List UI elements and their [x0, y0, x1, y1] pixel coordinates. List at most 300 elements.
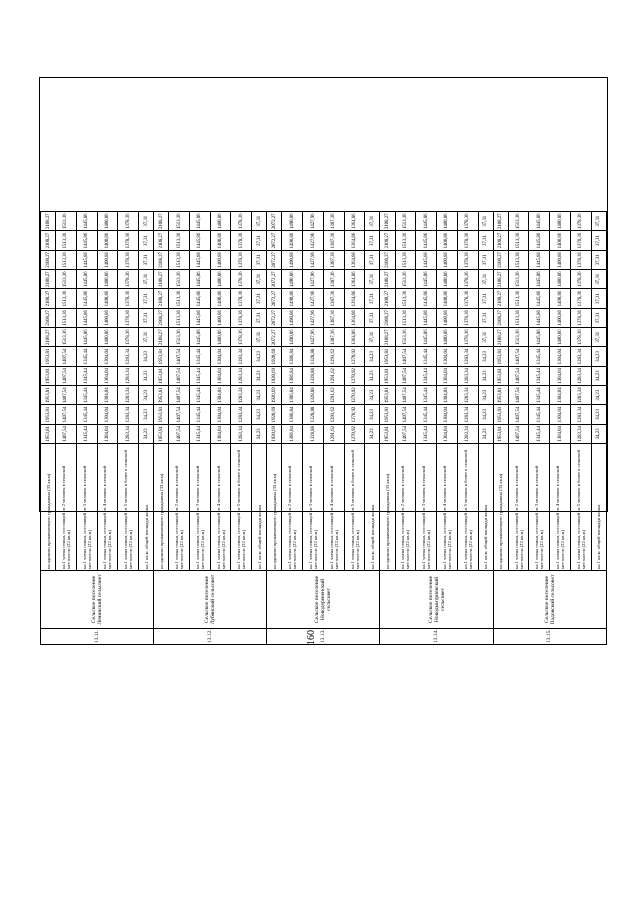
value-cell: 1378,36 [231, 289, 252, 308]
value-cell: 1427,96 [303, 328, 324, 347]
value-cell: 1304,04 [550, 405, 571, 424]
value-cell: 34,23 [252, 366, 267, 385]
value-cell: 1387,36 [323, 328, 344, 347]
value-cell: 1304,04 [550, 347, 571, 366]
row-description: на 1 члена семьи, состоящей из 3 человек в сельской местности (22 кв.м) [76, 444, 97, 571]
settlement-name: Сельское поселение Новодеревенский сельсовет [267, 571, 380, 629]
value-cell: 1407,54 [508, 366, 529, 385]
value-cell: 37,31 [365, 328, 380, 347]
value-cell: 1400,86 [437, 328, 458, 347]
value-cell: 1283,34 [231, 366, 252, 385]
value-cell: 1270,92 [344, 347, 365, 366]
value-cell: 1427,96 [303, 308, 324, 327]
value-cell: 1345,44 [529, 386, 550, 405]
value-cell: 1270,92 [344, 405, 365, 424]
value-cell: 1953,81 [493, 366, 508, 385]
value-cell: 37,31 [252, 328, 267, 347]
row-description: на 1 кв.м. общей площади жилья [252, 444, 267, 571]
value-cell: 1407,54 [508, 386, 529, 405]
value-cell: 1364,86 [344, 212, 365, 231]
row-description: на 1 члена семьи, состоящей из 4 человек в сельской местности (22 кв.м) [210, 444, 231, 571]
value-cell: 2072,27 [267, 231, 282, 250]
value-cell: 37,31 [252, 231, 267, 250]
value-cell: 1445,86 [189, 231, 210, 250]
value-cell: 1953,81 [380, 366, 395, 385]
value-cell: 34,23 [365, 347, 380, 366]
value-cell: 1387,36 [323, 212, 344, 231]
value-cell: 1400,86 [550, 250, 571, 269]
value-cell: 37,31 [591, 212, 606, 231]
row-description: на одиноко проживающего гражданина (33 кв.м) [154, 444, 169, 571]
value-cell: 1283,34 [231, 347, 252, 366]
value-cell: 1378,36 [457, 231, 478, 250]
value-cell: 1378,36 [457, 270, 478, 289]
value-cell: 1386,84 [282, 366, 303, 385]
value-cell: 1304,04 [210, 347, 231, 366]
value-cell: 2108,27 [41, 289, 56, 308]
value-cell: 34,23 [365, 366, 380, 385]
value-cell: 2108,27 [380, 231, 395, 250]
value-cell: 1283,34 [231, 424, 252, 443]
row-description: на 1 члена семьи, состоящей из 3 человек в сельской местности (22 кв.м) [303, 444, 324, 571]
value-cell: 1328,88 [303, 405, 324, 424]
value-cell: 1400,86 [550, 308, 571, 327]
value-cell: 1953,81 [154, 424, 169, 443]
value-cell: 1400,86 [97, 270, 118, 289]
value-cell: 1378,36 [118, 270, 139, 289]
value-cell: 1920,69 [267, 366, 282, 385]
value-cell: 1378,36 [118, 308, 139, 327]
value-cell: 1513,36 [56, 308, 77, 327]
value-cell: 1400,86 [437, 231, 458, 250]
value-cell: 1387,36 [323, 231, 344, 250]
value-cell: 1407,54 [395, 405, 416, 424]
value-cell: 1400,86 [550, 231, 571, 250]
value-cell: 1400,86 [97, 231, 118, 250]
value-cell: 1378,36 [570, 212, 591, 231]
value-cell: 34,23 [591, 366, 606, 385]
value-cell: 1400,86 [97, 328, 118, 347]
value-cell: 34,23 [139, 366, 154, 385]
value-cell: 1291,62 [323, 424, 344, 443]
row-description: на 1 кв.м. общей площади жилья [478, 444, 493, 571]
value-cell: 1400,86 [437, 308, 458, 327]
value-cell: 1513,36 [169, 231, 190, 250]
value-cell: 1304,04 [550, 424, 571, 443]
value-cell: 1345,44 [529, 347, 550, 366]
value-cell: 1304,04 [550, 366, 571, 385]
value-cell: 1407,54 [508, 405, 529, 424]
value-cell: 1378,36 [231, 212, 252, 231]
value-cell: 1920,69 [267, 424, 282, 443]
value-cell: 1445,86 [189, 212, 210, 231]
value-cell: 1445,86 [76, 328, 97, 347]
value-cell: 1400,86 [97, 250, 118, 269]
value-cell: 2072,27 [267, 289, 282, 308]
value-cell: 1378,36 [231, 328, 252, 347]
value-cell: 1283,34 [457, 405, 478, 424]
value-cell: 37,31 [365, 231, 380, 250]
value-cell: 1407,54 [169, 424, 190, 443]
value-cell: 1378,36 [118, 212, 139, 231]
table-body [41, 212, 607, 645]
value-cell: 37,31 [139, 250, 154, 269]
value-cell: 1345,44 [416, 366, 437, 385]
value-cell: 1386,84 [282, 386, 303, 405]
value-cell: 1953,81 [380, 424, 395, 443]
row-description: на 1 члена семьи, состоящей из 3 человек в сельской местности (22 кв.м) [529, 444, 550, 571]
value-cell: 34,23 [478, 424, 493, 443]
table-row [267, 212, 282, 645]
value-cell: 1345,44 [189, 347, 210, 366]
value-cell: 37,31 [252, 212, 267, 231]
value-cell: 1283,34 [457, 424, 478, 443]
value-cell: 1345,44 [189, 405, 210, 424]
value-cell: 34,23 [139, 405, 154, 424]
value-cell: 34,23 [139, 347, 154, 366]
value-cell: 2108,27 [493, 328, 508, 347]
value-cell: 1378,36 [457, 289, 478, 308]
value-cell: 1445,86 [189, 328, 210, 347]
value-cell: 1304,04 [210, 424, 231, 443]
value-cell: 1400,86 [550, 328, 571, 347]
value-cell: 1283,34 [118, 386, 139, 405]
value-cell: 37,31 [139, 270, 154, 289]
value-cell: 1407,54 [395, 366, 416, 385]
value-cell: 1445,86 [416, 270, 437, 289]
value-cell: 1378,36 [570, 289, 591, 308]
value-cell: 1283,34 [118, 366, 139, 385]
value-cell: 1400,86 [210, 270, 231, 289]
row-description: на 1 члена семьи, состоящей из 4 человек в сельской местности (22 кв.м) [550, 444, 571, 571]
value-cell: 2108,27 [154, 308, 169, 327]
value-cell: 1513,36 [395, 270, 416, 289]
value-cell: 1407,54 [508, 347, 529, 366]
value-cell: 1445,86 [76, 289, 97, 308]
value-cell: 37,31 [478, 250, 493, 269]
value-cell: 1445,86 [189, 270, 210, 289]
value-cell: 1283,34 [118, 347, 139, 366]
value-cell: 1953,81 [493, 405, 508, 424]
value-cell: 37,31 [478, 270, 493, 289]
row-description: на 1 кв.м. общей площади жилья [365, 444, 380, 571]
value-cell: 2072,27 [267, 212, 282, 231]
value-cell: 1270,92 [344, 366, 365, 385]
value-cell: 1407,54 [56, 366, 77, 385]
value-cell: 1427,96 [303, 250, 324, 269]
value-cell: 1345,44 [76, 424, 97, 443]
value-cell: 2108,27 [493, 250, 508, 269]
value-cell: 1378,36 [231, 250, 252, 269]
value-cell: 37,31 [478, 231, 493, 250]
value-cell: 1490,86 [282, 250, 303, 269]
value-cell: 1345,44 [416, 386, 437, 405]
value-cell: 1400,86 [437, 270, 458, 289]
value-cell: 34,23 [252, 347, 267, 366]
value-cell: 1445,86 [416, 250, 437, 269]
value-cell: 37,31 [591, 308, 606, 327]
value-cell: 1953,81 [154, 405, 169, 424]
value-cell: 1345,44 [416, 424, 437, 443]
value-cell: 1513,36 [56, 270, 77, 289]
value-cell: 37,31 [139, 308, 154, 327]
value-cell: 1513,36 [169, 212, 190, 231]
value-cell: 1291,62 [323, 347, 344, 366]
value-cell: 1953,81 [380, 405, 395, 424]
value-cell: 1364,86 [344, 328, 365, 347]
value-cell: 1445,86 [529, 308, 550, 327]
value-cell: 1345,44 [189, 424, 210, 443]
value-cell: 1445,86 [416, 212, 437, 231]
row-description: на 1 члена семьи, состоящей из 5 человек и более в сельской местности (22 кв.м) [231, 444, 252, 571]
value-cell: 1445,86 [76, 212, 97, 231]
value-cell: 34,23 [139, 424, 154, 443]
value-cell: 1400,86 [97, 308, 118, 327]
value-cell: 2108,27 [154, 231, 169, 250]
value-cell: 1283,34 [457, 347, 478, 366]
value-cell: 1953,81 [154, 386, 169, 405]
value-cell: 1378,36 [570, 231, 591, 250]
value-cell: 1953,81 [493, 424, 508, 443]
value-cell: 34,23 [365, 386, 380, 405]
value-cell: 1364,86 [344, 270, 365, 289]
value-cell: 1920,69 [267, 347, 282, 366]
value-cell: 2108,27 [41, 231, 56, 250]
value-cell: 1407,54 [169, 386, 190, 405]
value-cell: 1513,36 [56, 250, 77, 269]
row-description: на 1 члена семьи, состоящей из 3 человек в сельской местности (22 кв.м) [416, 444, 437, 571]
value-cell: 1283,34 [118, 405, 139, 424]
value-cell: 1304,04 [97, 347, 118, 366]
value-cell: 1513,36 [508, 289, 529, 308]
value-cell: 1378,36 [457, 212, 478, 231]
value-cell: 1920,69 [267, 405, 282, 424]
value-cell: 1328,88 [303, 424, 324, 443]
value-cell: 1407,54 [56, 347, 77, 366]
value-cell: 37,31 [252, 250, 267, 269]
value-cell: 1283,34 [570, 424, 591, 443]
value-cell: 1386,84 [282, 424, 303, 443]
value-cell: 1304,04 [437, 405, 458, 424]
value-cell: 1270,92 [344, 424, 365, 443]
value-cell: 2108,27 [154, 270, 169, 289]
value-cell: 37,31 [591, 270, 606, 289]
value-cell: 1304,04 [437, 366, 458, 385]
value-cell: 1513,36 [169, 308, 190, 327]
value-cell: 1407,54 [56, 405, 77, 424]
value-cell: 2108,27 [154, 289, 169, 308]
value-cell: 34,23 [591, 424, 606, 443]
value-cell: 34,23 [365, 405, 380, 424]
value-cell: 1345,44 [529, 424, 550, 443]
value-cell: 34,23 [478, 347, 493, 366]
value-cell: 1400,86 [210, 212, 231, 231]
value-cell: 37,31 [591, 328, 606, 347]
value-cell: 1378,36 [231, 270, 252, 289]
value-cell: 1364,86 [344, 250, 365, 269]
value-cell: 1345,44 [76, 366, 97, 385]
value-cell: 37,31 [139, 212, 154, 231]
value-cell: 1445,86 [76, 270, 97, 289]
section-number: 13.13. [267, 629, 380, 645]
row-description: на 1 члена семьи, состоящей из 5 человек и более в сельской местности (22 кв.м) [118, 444, 139, 571]
value-cell: 1304,04 [437, 347, 458, 366]
value-cell: 1304,04 [437, 424, 458, 443]
value-cell: 1407,54 [169, 366, 190, 385]
row-description: на 1 члена семьи, состоящей из 2 человек в сельской местности (22 кв.м) [169, 444, 190, 571]
value-cell: 1445,86 [76, 231, 97, 250]
table-row [493, 212, 508, 645]
value-cell: 1953,81 [493, 386, 508, 405]
value-cell: 1513,36 [395, 308, 416, 327]
value-cell: 37,31 [252, 308, 267, 327]
value-cell: 2108,27 [380, 250, 395, 269]
row-description: на одиноко проживающего гражданина (33 кв.м) [41, 444, 56, 571]
row-description: на 1 члена семьи, состоящей из 5 человек и более в сельской местности (22 кв.м) [457, 444, 478, 571]
value-cell: 1345,44 [189, 386, 210, 405]
value-cell: 1283,34 [231, 386, 252, 405]
value-cell: 2108,27 [493, 308, 508, 327]
row-description: на 1 члена семьи, состоящей из 4 человек в сельской местности (22 кв.м) [437, 444, 458, 571]
value-cell: 1513,36 [395, 289, 416, 308]
value-cell: 2108,27 [380, 308, 395, 327]
value-cell: 1920,69 [267, 386, 282, 405]
row-description: на 1 кв.м. общей площади жилья [591, 444, 606, 571]
value-cell: 34,23 [252, 424, 267, 443]
value-cell: 1400,86 [210, 231, 231, 250]
row-description: на 1 члена семьи, состоящей из 2 человек в сельской местности (22 кв.м) [56, 444, 77, 571]
value-cell: 1378,36 [457, 308, 478, 327]
value-cell: 1304,04 [437, 386, 458, 405]
value-cell: 1400,86 [437, 212, 458, 231]
table-row [380, 212, 395, 645]
value-cell: 1364,86 [344, 231, 365, 250]
value-cell: 1407,54 [169, 405, 190, 424]
value-cell: 1445,86 [76, 250, 97, 269]
housing-cost-table [40, 211, 607, 645]
value-cell: 2108,27 [41, 212, 56, 231]
value-cell: 1445,86 [529, 231, 550, 250]
value-cell: 1270,92 [344, 386, 365, 405]
value-cell: 1400,86 [210, 328, 231, 347]
value-cell: 2108,27 [154, 212, 169, 231]
value-cell: 1345,44 [76, 405, 97, 424]
value-cell: 1345,44 [416, 405, 437, 424]
value-cell: 1304,04 [210, 386, 231, 405]
value-cell: 1400,86 [210, 308, 231, 327]
row-description: на одиноко проживающего гражданина (33 кв.м) [267, 444, 282, 571]
row-description: на одиноко проживающего гражданина (33 кв.м) [493, 444, 508, 571]
rotated-table-content [40, 212, 607, 645]
row-description: на 1 члена семьи, состоящей из 2 человек в сельской местности (22 кв.м) [395, 444, 416, 571]
value-cell: 1953,81 [154, 366, 169, 385]
value-cell: 37,31 [478, 289, 493, 308]
value-cell: 1490,86 [282, 328, 303, 347]
value-cell: 1445,86 [189, 250, 210, 269]
value-cell: 37,31 [478, 308, 493, 327]
value-cell: 2108,27 [380, 289, 395, 308]
value-cell: 37,31 [252, 270, 267, 289]
value-cell: 34,23 [478, 386, 493, 405]
value-cell: 1445,86 [76, 308, 97, 327]
value-cell: 1513,36 [56, 328, 77, 347]
value-cell: 34,23 [252, 386, 267, 405]
value-cell: 1283,34 [231, 405, 252, 424]
value-cell: 1513,36 [169, 270, 190, 289]
value-cell: 1386,84 [282, 405, 303, 424]
value-cell: 34,23 [591, 386, 606, 405]
value-cell: 1407,54 [56, 386, 77, 405]
value-cell: 1400,86 [97, 289, 118, 308]
value-cell: 1445,86 [416, 328, 437, 347]
value-cell: 2108,27 [493, 270, 508, 289]
value-cell: 1513,36 [508, 231, 529, 250]
value-cell: 1378,36 [231, 308, 252, 327]
value-cell: 1427,96 [303, 212, 324, 231]
value-cell: 1407,54 [169, 347, 190, 366]
value-cell: 1291,62 [323, 386, 344, 405]
value-cell: 1400,86 [210, 250, 231, 269]
value-cell: 1400,86 [210, 289, 231, 308]
value-cell: 1328,88 [303, 386, 324, 405]
value-cell: 1513,36 [395, 250, 416, 269]
value-cell: 1304,04 [210, 405, 231, 424]
value-cell: 1445,86 [529, 328, 550, 347]
value-cell: 1445,86 [189, 308, 210, 327]
value-cell: 37,31 [591, 289, 606, 308]
value-cell: 1407,54 [395, 347, 416, 366]
value-cell: 37,31 [252, 289, 267, 308]
value-cell: 2108,27 [41, 270, 56, 289]
value-cell: 2072,27 [267, 250, 282, 269]
value-cell: 1445,86 [529, 250, 550, 269]
value-cell: 1953,81 [41, 405, 56, 424]
value-cell: 2108,27 [380, 270, 395, 289]
settlement-name: Сельское поселение Ленинский сельсовет [41, 571, 154, 629]
value-cell: 1490,86 [282, 231, 303, 250]
value-cell: 1304,04 [97, 405, 118, 424]
value-cell: 1304,04 [550, 386, 571, 405]
value-cell: 37,31 [591, 250, 606, 269]
value-cell: 37,31 [365, 308, 380, 327]
settlement-name: Сельское поселение Падовский сельсовет [493, 571, 606, 629]
row-description: на 1 члена семьи, состоящей из 2 человек в сельской местности (22 кв.м) [508, 444, 529, 571]
value-cell: 1427,96 [303, 270, 324, 289]
value-cell: 1400,86 [550, 289, 571, 308]
value-cell: 1513,36 [169, 328, 190, 347]
value-cell: 1304,04 [210, 366, 231, 385]
value-cell: 1283,34 [118, 424, 139, 443]
value-cell: 1378,36 [570, 308, 591, 327]
value-cell: 1445,86 [416, 308, 437, 327]
value-cell: 1304,04 [97, 386, 118, 405]
value-cell: 1953,81 [41, 366, 56, 385]
value-cell: 1490,86 [282, 270, 303, 289]
value-cell: 1953,81 [493, 347, 508, 366]
value-cell: 1953,81 [154, 347, 169, 366]
row-description: на 1 кв.м. общей площади жилья [139, 444, 154, 571]
value-cell: 1400,86 [550, 212, 571, 231]
value-cell: 1283,34 [570, 366, 591, 385]
value-cell: 37,31 [139, 231, 154, 250]
value-cell: 1378,36 [118, 250, 139, 269]
value-cell: 1345,44 [529, 405, 550, 424]
value-cell: 1445,86 [529, 212, 550, 231]
value-cell: 1407,54 [508, 424, 529, 443]
value-cell: 1445,86 [189, 289, 210, 308]
value-cell: 1513,36 [169, 250, 190, 269]
value-cell: 1953,81 [41, 386, 56, 405]
